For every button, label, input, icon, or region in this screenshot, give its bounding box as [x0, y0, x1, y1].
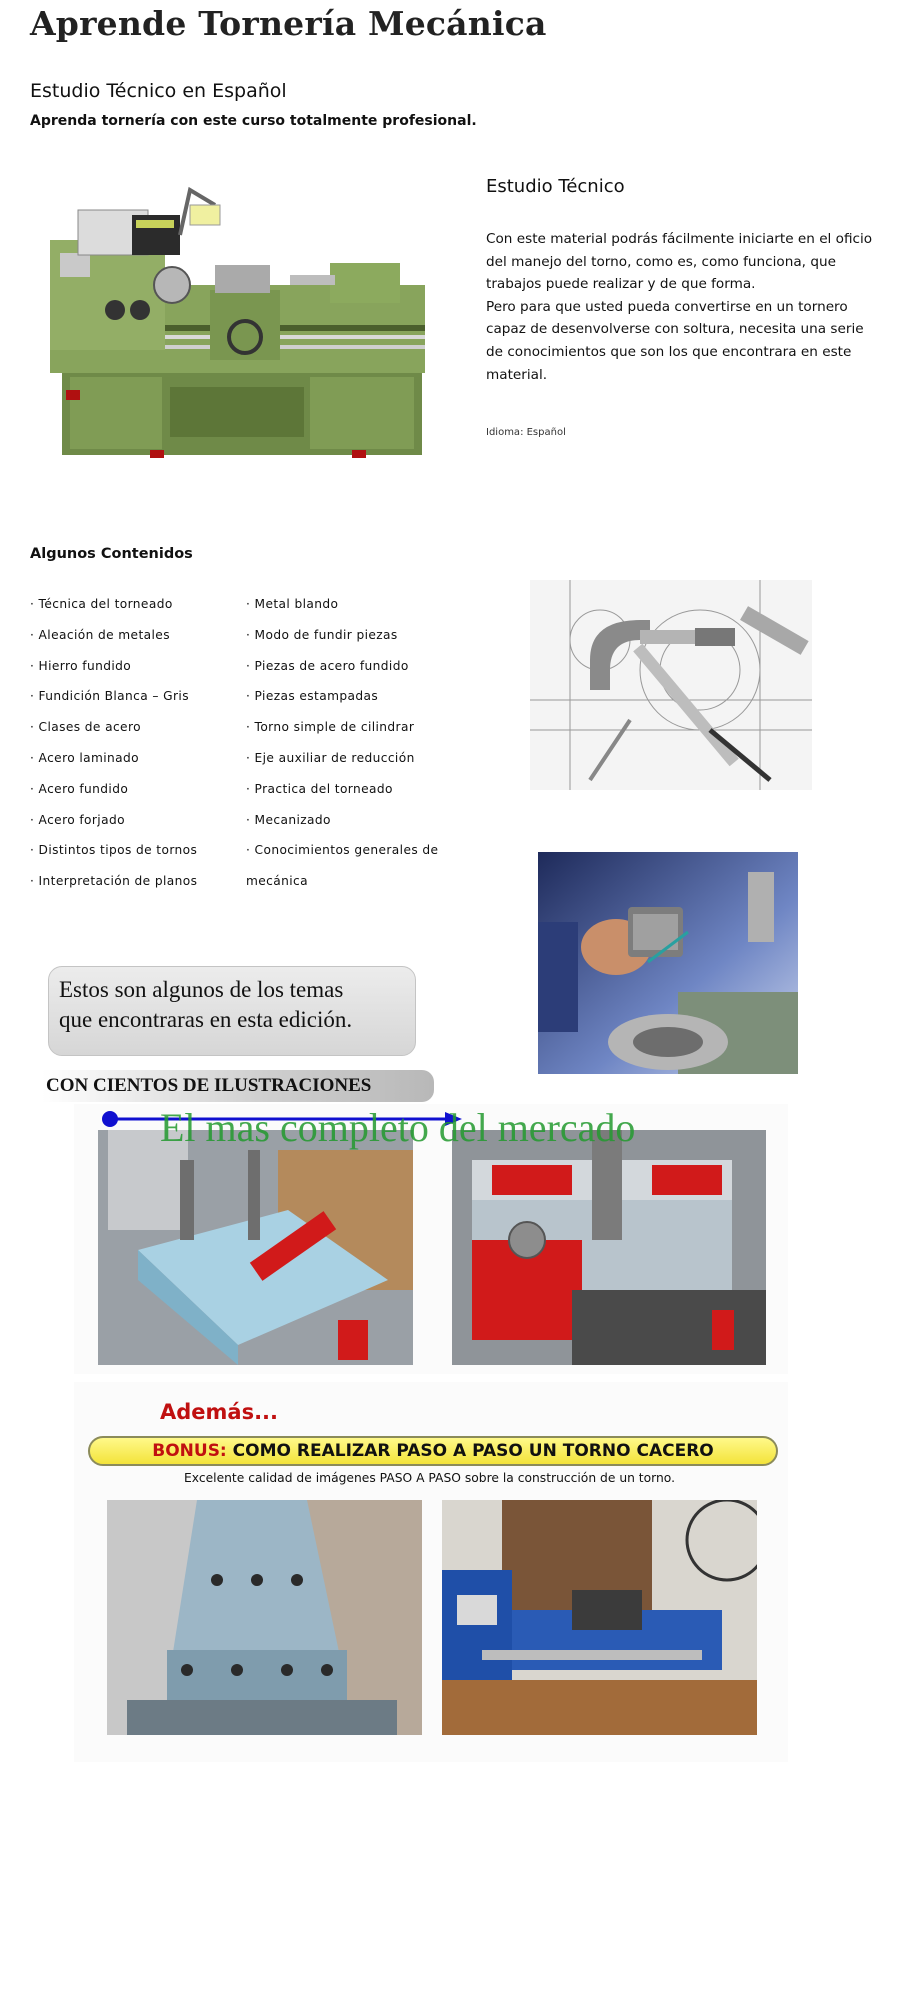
callout-line: que encontraras en esta edición.: [59, 1007, 353, 1032]
illustrations-banner: CON CIENTOS DE ILUSTRACIONES: [42, 1070, 434, 1102]
list-item: · Interpretación de planos: [30, 874, 198, 889]
contents-list-left: [30, 589, 197, 897]
list-item: · Modo de fundir piezas: [246, 627, 398, 642]
fixture-photo-right: [452, 1130, 766, 1365]
list-item: · Acero forjado: [30, 812, 125, 827]
chuck-hands-image: [538, 852, 798, 1074]
bonus-photo-left: [107, 1500, 422, 1735]
list-item: · Fundición Blanca – Gris: [30, 689, 189, 704]
contents-title: Algunos Contenidos: [30, 546, 193, 562]
list-item: · Piezas de acero fundido: [246, 658, 409, 673]
bonus-photo-right: [442, 1500, 757, 1735]
list-item: · Eje auxiliar de reducción: [246, 750, 415, 765]
list-item: · Distintos tipos de tornos: [30, 843, 198, 858]
bonus-caption: Excelente calidad de imágenes PASO A PASO sobre la construcción de un torno.: [184, 1471, 676, 1485]
page-subtitle: Estudio Técnico en Español: [30, 80, 287, 102]
bonus-heading: Además...: [160, 1400, 279, 1424]
bonus-text: COMO REALIZAR PASO A PASO UN TORNO CACERO: [232, 1441, 714, 1461]
list-item: · Clases de acero: [30, 720, 141, 735]
list-item: · Hierro fundido: [30, 658, 132, 673]
bonus-label: BONUS:: [152, 1441, 227, 1461]
list-item: · Practica del torneado: [246, 781, 393, 796]
intro-title: Estudio Técnico: [486, 176, 625, 197]
list-item: · Acero laminado: [30, 750, 140, 765]
contents-list-right: [246, 589, 438, 897]
intro-description: [486, 228, 876, 386]
intro-paragraph: Con este material podrás fácilmente iniciarte en el oficio del manejo del torno, como es, como funciona, que trabajos puede realizar y de que forma.: [486, 231, 873, 293]
list-item: · Técnica del torneado: [30, 597, 173, 611]
language-label: Idioma: Español: [486, 427, 566, 438]
lathe-image: [40, 165, 440, 480]
calipers-image: [530, 580, 812, 790]
topics-callout: [48, 966, 416, 1056]
list-item: · Conocimientos generales de: [246, 843, 439, 858]
list-item: mecánica: [246, 874, 309, 889]
callout-line: Estos son algunos de los temas: [59, 977, 344, 1002]
list-item: · Piezas estampadas: [246, 689, 379, 704]
tagline: Aprenda tornería con este curso totalmente profesional.: [30, 113, 477, 129]
list-item: · Aleación de metales: [30, 627, 170, 642]
page-title: Aprende Tornería Mecánica: [30, 4, 547, 43]
intro-paragraph: Pero para que usted pueda convertirse en un tornero capaz de desenvolverse con soltura, necesita una serie de conocimientos que son los que encontrara en este material.: [486, 298, 864, 383]
list-item: · Mecanizado: [246, 812, 331, 827]
list-item: · Torno simple de cilindrar: [246, 720, 415, 735]
bonus-banner: [88, 1436, 778, 1466]
list-item: · Acero fundido: [30, 781, 129, 796]
promo-overlay-text: El mas completo del mercado: [160, 1105, 636, 1150]
list-item: · Metal blando: [246, 597, 339, 611]
fixture-photo-left: [98, 1130, 413, 1365]
